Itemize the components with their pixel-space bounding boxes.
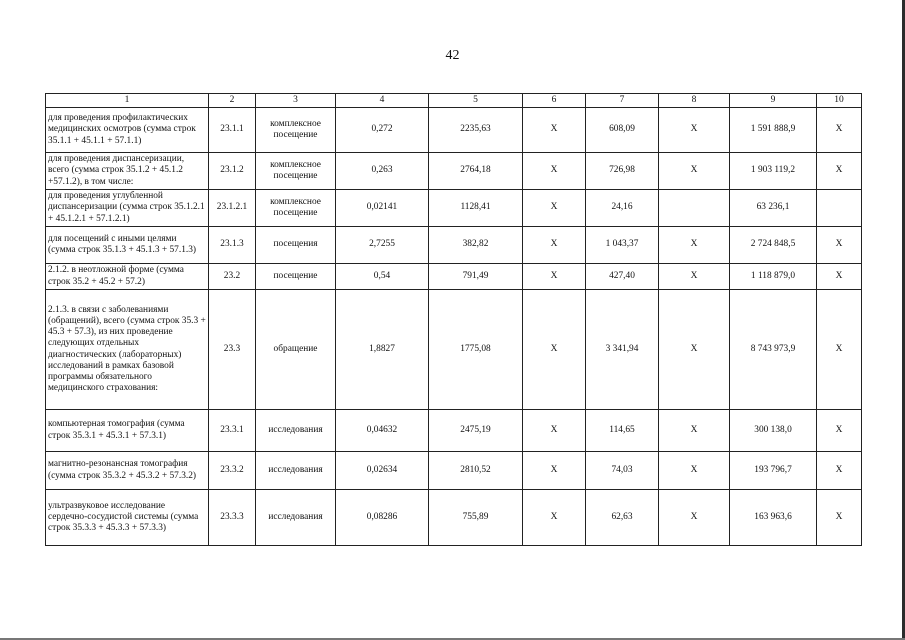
table-cell: X [817, 490, 862, 546]
table-cell: X [523, 410, 586, 452]
table-cell: посещение [256, 264, 336, 290]
table-cell: X [817, 290, 862, 410]
table-cell: X [523, 190, 586, 227]
column-header: 2 [209, 94, 256, 108]
table-cell: 1,8827 [336, 290, 429, 410]
table-cell: 23.1.3 [209, 227, 256, 264]
column-header: 5 [429, 94, 523, 108]
table-cell: 3 341,94 [586, 290, 659, 410]
header-row [46, 94, 862, 108]
table-cell: X [659, 410, 730, 452]
table-cell: 0,04632 [336, 410, 429, 452]
table-cell: 23.1.2.1 [209, 190, 256, 227]
table-cell: 726,98 [586, 153, 659, 190]
table-cell: 0,08286 [336, 490, 429, 546]
table-cell: 193 796,7 [730, 452, 817, 490]
row-name-cell: для посещений с иными целями (сумма строк 35.1.3 + 45.1.3 + 57.1.3) [46, 227, 209, 264]
table-cell: 74,03 [586, 452, 659, 490]
table-cell: X [817, 452, 862, 490]
table-cell: X [817, 410, 862, 452]
table-cell: 23.3 [209, 290, 256, 410]
table-cell: 608,09 [586, 108, 659, 153]
table-cell: 63 236,1 [730, 190, 817, 227]
column-header: 4 [336, 94, 429, 108]
table-cell: X [523, 490, 586, 546]
table-cell: 2235,63 [429, 108, 523, 153]
table-row [46, 490, 862, 546]
column-header: 3 [256, 94, 336, 108]
table-cell: 23.2 [209, 264, 256, 290]
table-cell: 0,263 [336, 153, 429, 190]
table-row [46, 108, 862, 153]
table-cell: 23.1.2 [209, 153, 256, 190]
data-table [45, 93, 862, 546]
table-cell: посещения [256, 227, 336, 264]
table-cell: 300 138,0 [730, 410, 817, 452]
table-cell: 1 118 879,0 [730, 264, 817, 290]
table-row [46, 264, 862, 290]
table-cell: 62,63 [586, 490, 659, 546]
table-cell: X [523, 290, 586, 410]
table-row [46, 153, 862, 190]
table-cell: 0,02634 [336, 452, 429, 490]
column-header: 6 [523, 94, 586, 108]
table-cell: комплексное посещение [256, 108, 336, 153]
table-cell: 2764,18 [429, 153, 523, 190]
table-cell: исследования [256, 452, 336, 490]
table-cell: 23.3.1 [209, 410, 256, 452]
table-cell: 2,7255 [336, 227, 429, 264]
row-name-cell: ультразвуковое исследование сердечно-сосудистой системы (сумма строк 35.3.3 + 45.3.3 + 57.3.3) [46, 490, 209, 546]
table-row [46, 290, 862, 410]
table-cell: 23.3.3 [209, 490, 256, 546]
table-cell: X [523, 108, 586, 153]
table-cell: 163 963,6 [730, 490, 817, 546]
table-row [46, 452, 862, 490]
row-name-cell: компьютерная томография (сумма строк 35.3.1 + 45.3.1 + 57.3.1) [46, 410, 209, 452]
column-header: 8 [659, 94, 730, 108]
table-cell: 1 043,37 [586, 227, 659, 264]
column-header: 10 [817, 94, 862, 108]
table-row [46, 227, 862, 264]
table-cell: 0,272 [336, 108, 429, 153]
table-cell: X [659, 153, 730, 190]
table-cell: комплексное посещение [256, 190, 336, 227]
row-name-cell: для проведения диспансеризации, всего (сумма строк 35.1.2 + 45.1.2 +57.1.2), в том числе: [46, 153, 209, 190]
table-cell: обращение [256, 290, 336, 410]
table-cell: 1775,08 [429, 290, 523, 410]
table-cell: комплексное посещение [256, 153, 336, 190]
table-cell [817, 190, 862, 227]
table-row [46, 190, 862, 227]
table-cell: 427,40 [586, 264, 659, 290]
table-cell: 0,54 [336, 264, 429, 290]
table-cell: 2475,19 [429, 410, 523, 452]
column-header: 7 [586, 94, 659, 108]
column-header: 1 [46, 94, 209, 108]
table-cell: 0,02141 [336, 190, 429, 227]
table-cell: 382,82 [429, 227, 523, 264]
table-cell: 755,89 [429, 490, 523, 546]
page-number: 42 [445, 48, 460, 63]
table-cell: 791,49 [429, 264, 523, 290]
table-cell: X [523, 227, 586, 264]
table-cell [659, 190, 730, 227]
table-cell: X [817, 153, 862, 190]
table-cell: X [659, 290, 730, 410]
table-cell: X [659, 108, 730, 153]
table-row [46, 410, 862, 452]
table-cell: X [659, 264, 730, 290]
table-cell: X [523, 153, 586, 190]
table-cell: X [817, 227, 862, 264]
table-cell: 23.1.1 [209, 108, 256, 153]
table-cell: X [659, 452, 730, 490]
table-cell: 8 743 973,9 [730, 290, 817, 410]
column-header: 9 [730, 94, 817, 108]
table-cell: X [523, 264, 586, 290]
table-cell: X [659, 227, 730, 264]
table-cell: 1 591 888,9 [730, 108, 817, 153]
table-cell: 2810,52 [429, 452, 523, 490]
row-name-cell: 2.1.3. в связи с заболеваниями (обращений), всего (сумма строк 35.3 + 45.3 + 57.3), из них проведение следующих отдельных диагностических (лабораторных) исследований в рамках базовой программы обязательного медицинского страхования: [46, 290, 209, 410]
row-name-cell: для проведения профилактических медицинских осмотров (сумма строк 35.1.1 + 45.1.1 + 57.1.1) [46, 108, 209, 153]
table-cell: исследования [256, 410, 336, 452]
table-cell: 1 903 119,2 [730, 153, 817, 190]
table-cell: 23.3.2 [209, 452, 256, 490]
row-name-cell: для проведения углубленной диспансеризации (сумма строк 35.1.2.1 + 45.1.2.1 + 57.1.2.1) [46, 190, 209, 227]
row-name-cell: магнитно-резонансная томография (сумма строк 35.3.2 + 45.3.2 + 57.3.2) [46, 452, 209, 490]
table-cell: 1128,41 [429, 190, 523, 227]
table-cell: 2 724 848,5 [730, 227, 817, 264]
row-name-cell: 2.1.2. в неотложной форме (сумма строк 35.2 + 45.2 + 57.2) [46, 264, 209, 290]
table-cell: X [817, 264, 862, 290]
table-cell: исследования [256, 490, 336, 546]
table-cell: X [817, 108, 862, 153]
table-cell: 114,65 [586, 410, 659, 452]
table-cell: X [523, 452, 586, 490]
table-cell: X [659, 490, 730, 546]
table-cell: 24,16 [586, 190, 659, 227]
